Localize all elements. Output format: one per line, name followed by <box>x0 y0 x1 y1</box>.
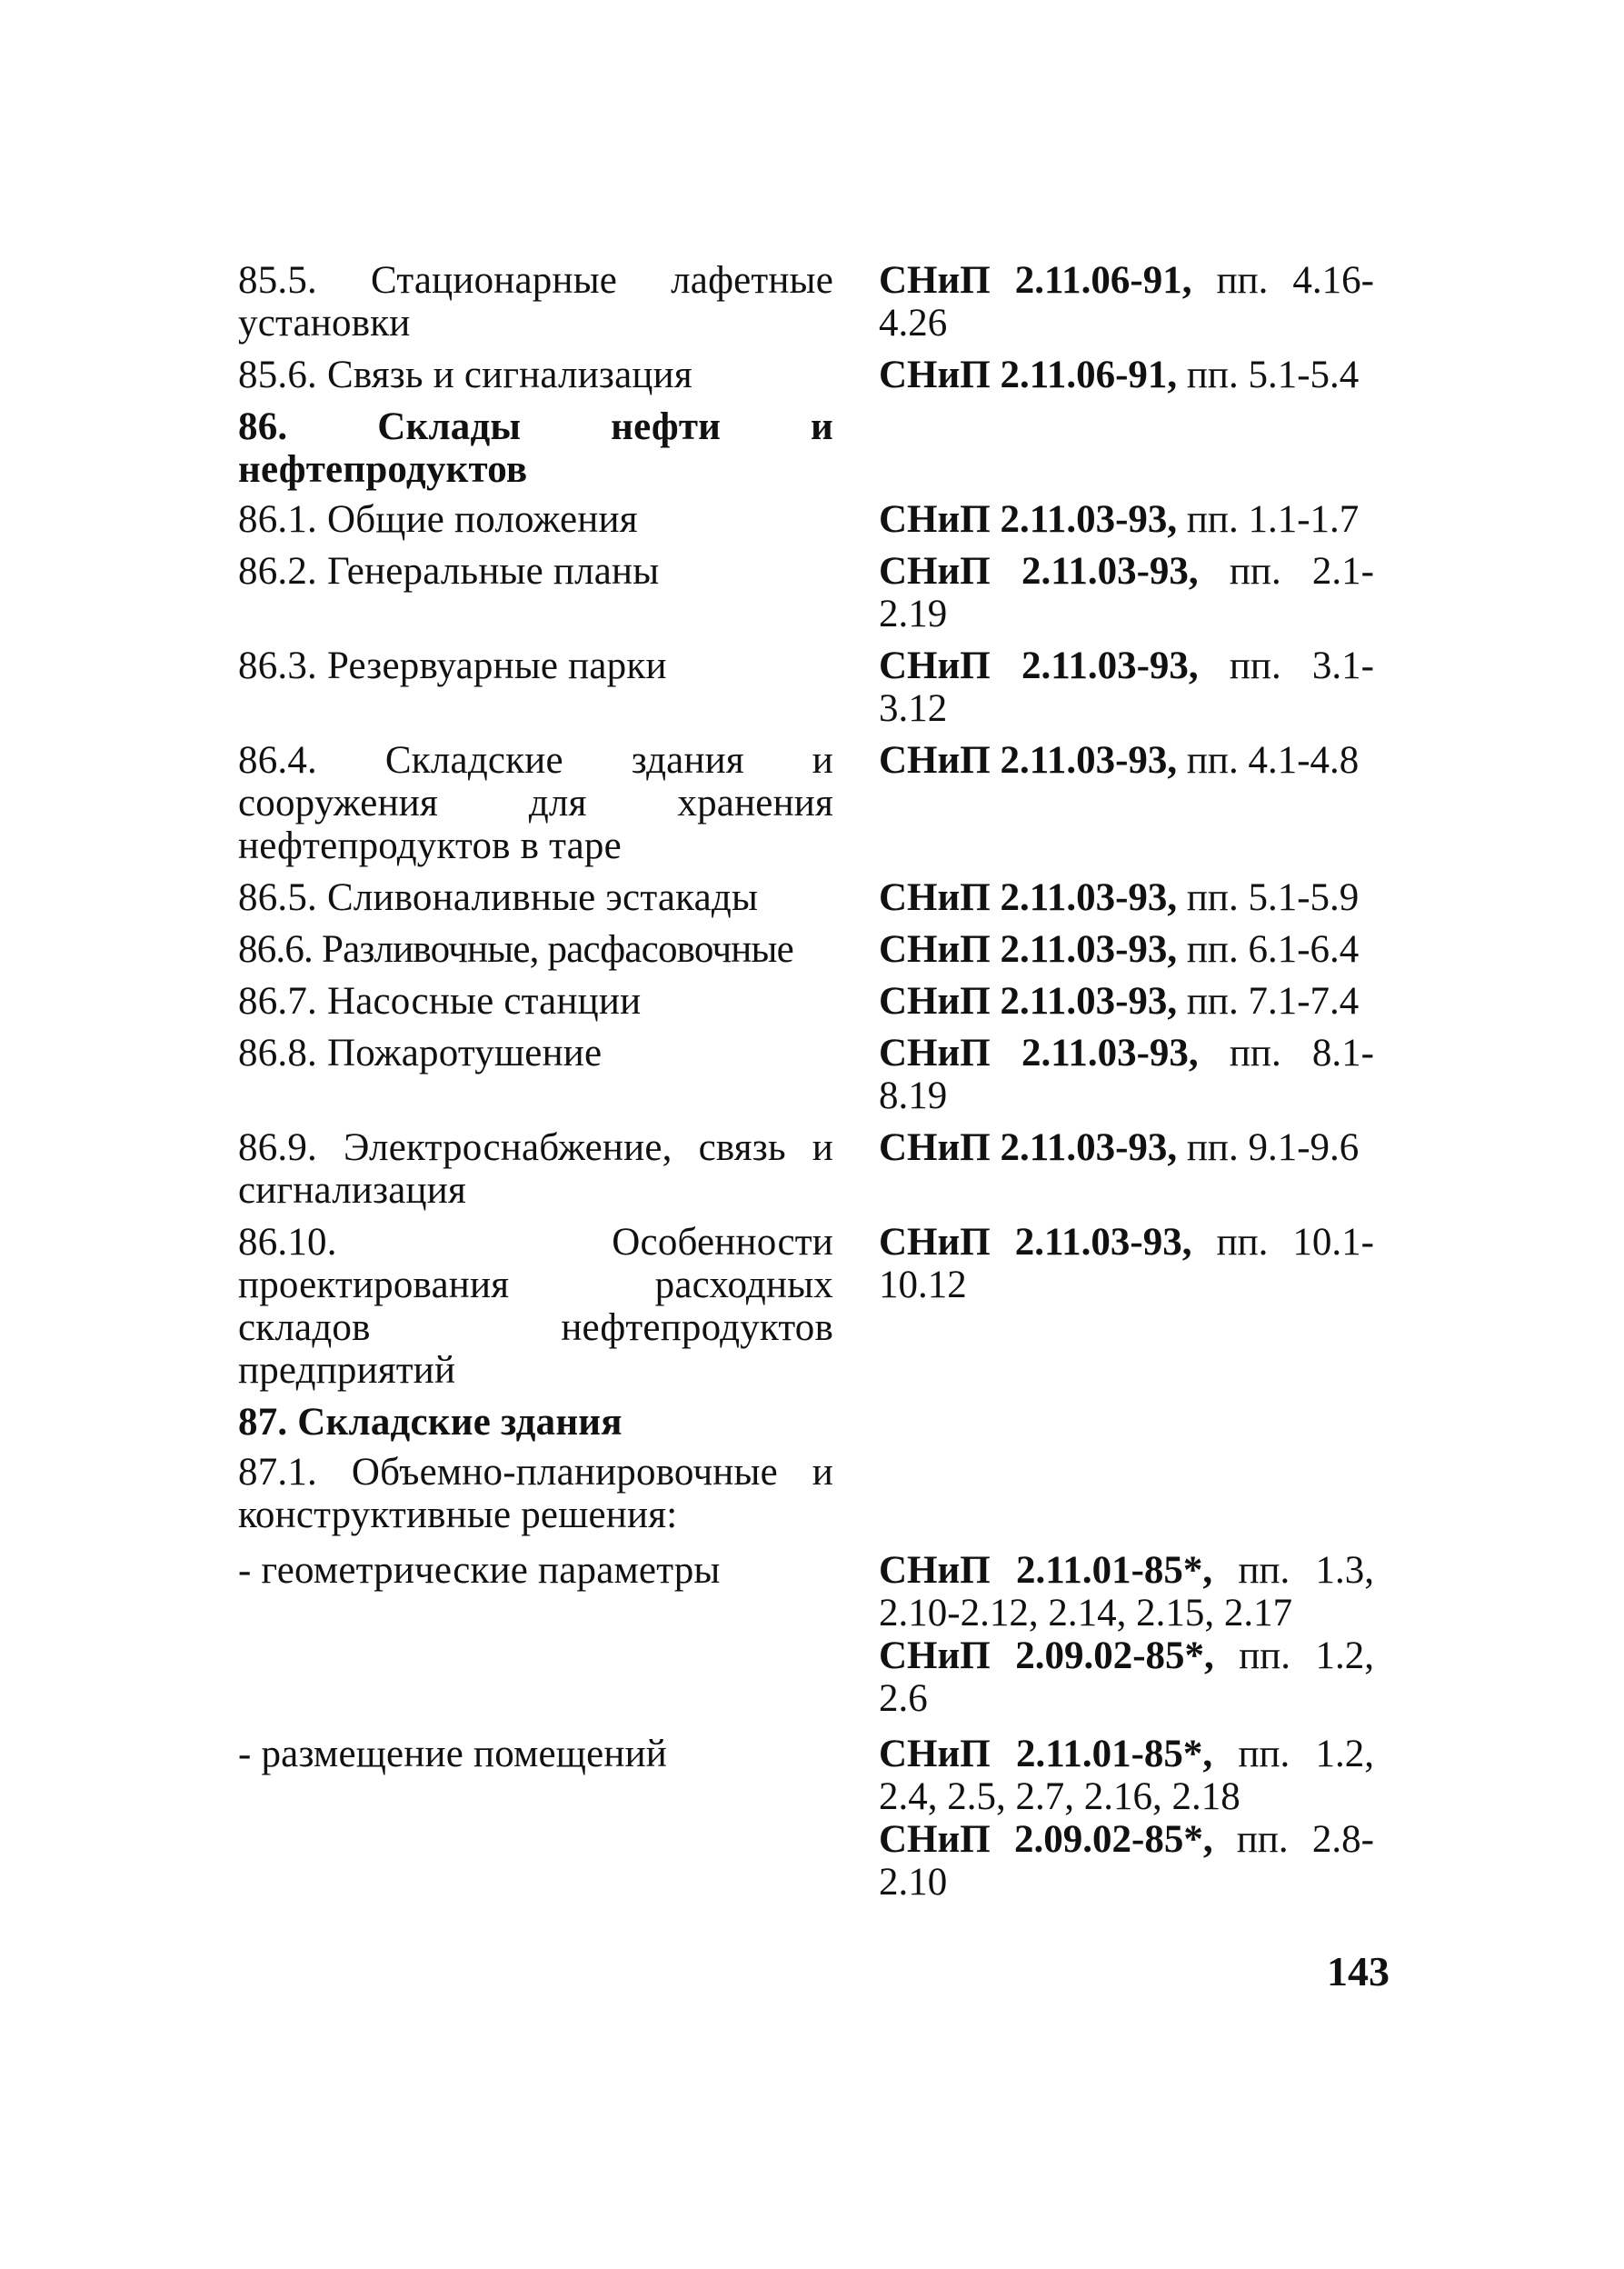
table-row <box>238 1032 1410 1117</box>
norm-reference <box>879 498 1374 541</box>
section-title: 86.4. Складские здания и сооружения для хранения нефтепродуктов в таре <box>238 739 833 867</box>
norm-code: СНиП 2.11.03-93, <box>879 498 1178 541</box>
norm-reference <box>879 1032 1374 1117</box>
norm-detail: пп. 7.1-7.4 <box>1177 980 1360 1023</box>
table-row <box>238 928 1410 971</box>
section-title: 86.6. Разливочные, расфасовочные <box>238 928 793 971</box>
table-row <box>238 1126 1410 1212</box>
section-title: 87.1. Объемно-планировочные и конструктивные решения: <box>238 1451 833 1536</box>
reference-line <box>879 1733 1374 1818</box>
norm-code: СНиП 2.11.01-85*, <box>879 1549 1213 1592</box>
section-title: 86.8. Пожаротушение <box>238 1032 603 1075</box>
table-row <box>238 1549 1410 1720</box>
table-row <box>238 259 1410 345</box>
table-row <box>238 1221 1410 1392</box>
norm-code: СНиП 2.11.03-93, <box>879 928 1178 971</box>
reference-line <box>879 645 1374 730</box>
chapter-heading: 87. Складские здания <box>238 1401 623 1444</box>
table-row <box>238 645 1410 730</box>
table-row <box>238 739 1410 867</box>
table-row <box>238 1451 1410 1536</box>
norm-reference <box>879 928 1374 971</box>
section-title: 86.10. Особенности проектирования расходных складов нефтепродуктов предприятий <box>238 1221 833 1392</box>
norm-reference <box>879 739 1374 782</box>
norm-detail: пп. 10.1-10.12 <box>879 1221 1374 1306</box>
table-row <box>238 354 1410 396</box>
norm-detail: пп. 2.8-2.10 <box>879 1818 1374 1904</box>
norm-reference <box>879 645 1374 730</box>
norm-reference <box>879 1126 1374 1169</box>
norm-reference <box>879 1221 1374 1306</box>
norm-code: СНиП 2.11.03-93, <box>879 550 1199 593</box>
page-number: 143 <box>1327 1948 1390 1994</box>
norm-code: СНиП 2.11.03-93, <box>879 876 1178 919</box>
table-row <box>238 1733 1410 1904</box>
norm-code: СНиП 2.09.02-85*, <box>879 1634 1214 1677</box>
section-title: - геометрические параметры <box>238 1549 721 1592</box>
norm-reference <box>879 980 1374 1023</box>
table-row <box>238 980 1410 1023</box>
section-title: 85.6. Связь и сигнализация <box>238 354 692 396</box>
norm-reference <box>879 876 1374 919</box>
reference-line <box>879 876 1374 919</box>
reference-line <box>879 928 1374 971</box>
norm-detail: пп. 1.2, 2.4, 2.5, 2.7, 2.16, 2.18 <box>879 1733 1374 1818</box>
section-title: 86.2. Генеральные планы <box>238 550 660 593</box>
section-title: 86.3. Резервуарные парки <box>238 645 667 687</box>
reference-line <box>879 1818 1374 1904</box>
norm-code: СНиП 2.11.03-93, <box>879 1126 1178 1169</box>
table-row <box>238 498 1410 541</box>
norm-code: СНиП 2.11.06-91, <box>879 259 1192 302</box>
table-row <box>238 405 1410 491</box>
norm-detail: пп. 6.1-6.4 <box>1177 928 1360 971</box>
norm-detail: пп. 1.1-1.7 <box>1177 498 1360 541</box>
norms-table <box>238 259 1410 1913</box>
reference-line <box>879 354 1374 396</box>
reference-line <box>879 739 1374 782</box>
norm-detail: пп. 5.1-5.4 <box>1177 354 1360 396</box>
norm-code: СНиП 2.11.06-91, <box>879 354 1178 396</box>
norm-code: СНиП 2.11.03-93, <box>879 645 1199 687</box>
section-title: 85.5. Стационарные лафетные установки <box>238 259 833 345</box>
reference-line <box>879 259 1374 345</box>
reference-line <box>879 1126 1374 1169</box>
section-title: 86.7. Насосные станции <box>238 980 642 1023</box>
table-row <box>238 550 1410 635</box>
norm-code: СНиП 2.11.03-93, <box>879 1221 1192 1264</box>
reference-line <box>879 1634 1374 1720</box>
norm-detail: пп. 1.2, 2.6 <box>879 1634 1374 1720</box>
norm-detail: пп. 4.16-4.26 <box>879 259 1374 345</box>
section-title: 86.5. Сливоналивные эстакады <box>238 876 759 919</box>
table-row <box>238 1401 1410 1444</box>
norm-reference <box>879 1733 1374 1904</box>
norm-detail: пп. 2.1-2.19 <box>879 550 1375 635</box>
section-title: - размещение помещений <box>238 1733 668 1775</box>
norm-detail: пп. 3.1-3.12 <box>879 645 1375 730</box>
norm-detail: пп. 8.1-8.19 <box>879 1032 1375 1117</box>
norm-reference <box>879 354 1374 396</box>
table-row <box>238 876 1410 919</box>
section-title: 86.9. Электроснабжение, связь и сигнализация <box>238 1126 833 1212</box>
norm-detail: пп. 4.1-4.8 <box>1177 739 1360 782</box>
reference-line <box>879 1032 1374 1117</box>
norm-code: СНиП 2.11.03-93, <box>879 1032 1199 1075</box>
norm-code: СНиП 2.11.03-93, <box>879 980 1178 1023</box>
norm-detail: пп. 5.1-5.9 <box>1177 876 1360 919</box>
norm-reference <box>879 550 1374 635</box>
chapter-heading: 86. Склады нефти и нефтепродуктов <box>238 405 833 491</box>
reference-line <box>879 550 1374 635</box>
norm-code: СНиП 2.11.03-93, <box>879 739 1178 782</box>
reference-line <box>879 1549 1374 1634</box>
norm-code: СНиП 2.11.01-85*, <box>879 1733 1213 1775</box>
reference-line <box>879 980 1374 1023</box>
reference-line <box>879 1221 1374 1306</box>
norm-reference <box>879 1549 1374 1720</box>
norm-code: СНиП 2.09.02-85*, <box>879 1818 1213 1861</box>
reference-line <box>879 498 1374 541</box>
norm-reference <box>879 259 1374 345</box>
norm-detail: пп. 1.3, 2.10-2.12, 2.14, 2.15, 2.17 <box>879 1549 1374 1634</box>
section-title: 86.1. Общие положения <box>238 498 638 541</box>
norm-detail: пп. 9.1-9.6 <box>1177 1126 1360 1169</box>
